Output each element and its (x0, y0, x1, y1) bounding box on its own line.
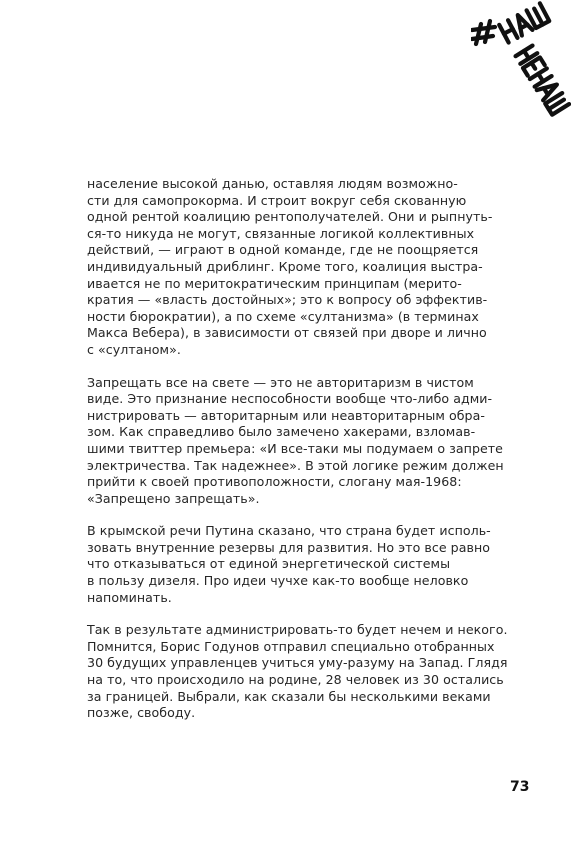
paragraph-2 (87, 374, 504, 508)
text-line: на то, что происходило на родине, 28 человек из 30 остались (87, 672, 504, 688)
text-line: сти для самопрокорма. И строит вокруг себя скованную (87, 192, 467, 208)
text-line: одной рентой коалицию рентополучателей. Они и рыпнуть- (87, 209, 493, 225)
text-line: что отказываться от единой энергетической системы (87, 556, 451, 572)
text-line: действий, — играют в одной команде, где не поощряется (87, 242, 479, 258)
text-line: индивидуальный дриблинг. Кроме того, коалиция выстра- (87, 258, 483, 274)
text-line: ивается не по меритократическим принципам (мерито- (87, 275, 462, 291)
page-number: 73 (510, 779, 530, 795)
text-line: Запрещать все на свете — это не авторитаризм в чистом (87, 374, 474, 390)
text-line: прийти к своей противоположности, слогану мая-1968: (87, 474, 462, 490)
text-line: шими твиттер премьера: «И все-таки мы подумаем о запрете (87, 440, 503, 456)
text-line: Макса Вебера), в зависимости от связей при дворе и лично (87, 325, 487, 341)
text-line: ся-то никуда не могут, связанные логикой коллективных (87, 225, 475, 241)
text-line: ности бюрократии), а по схеме «султанизма» (в терминах (87, 308, 479, 324)
paragraph-3 (87, 523, 491, 606)
text-line: за границей. Выбрали, как сказали бы несколькими веками (87, 688, 491, 704)
text-line: население высокой данью, оставляя людям возможно- (87, 176, 458, 191)
text-line: в пользу дизеля. Про идеи чучхе как-то вообще неловко (87, 573, 469, 589)
text-line: «Запрещено запрещать». (87, 490, 260, 506)
text-line: нистрировать — авторитарным или неавторитарным обра- (87, 407, 485, 423)
paragraph-1 (87, 176, 493, 359)
text-line: электричества. Так надежнее». В этой логике режим должен (87, 457, 504, 473)
hashtag-nash-ne-nash-logo (471, 0, 571, 118)
body-text (87, 176, 508, 738)
text-line: кратия — «власть достойных»; это к вопросу об эффектив- (87, 292, 488, 308)
text-line: с «султаном». (87, 341, 181, 357)
text-line: Помнится, Борис Годунов отправил специально отобранных (87, 638, 495, 654)
text-line: Так в результате администрировать-то будет нечем и некого. (87, 622, 508, 638)
text-line: виде. Это признание неспособности вообще что-либо адми- (87, 391, 493, 407)
paragraph-4 (87, 622, 508, 722)
text-line: 30 будущих управленцев учиться уму-разуму на Запад. Глядя (87, 655, 508, 671)
text-line: В крымской речи Путина сказано, что страна будет исполь- (87, 523, 491, 539)
text-line: зом. Как справедливо было замечено хакерами, взломав- (87, 424, 476, 440)
text-line: позже, свободу. (87, 705, 196, 721)
text-line: зовать внутренние резервы для развития. Но это все равно (87, 539, 491, 555)
text-line: напоминать. (87, 589, 172, 605)
